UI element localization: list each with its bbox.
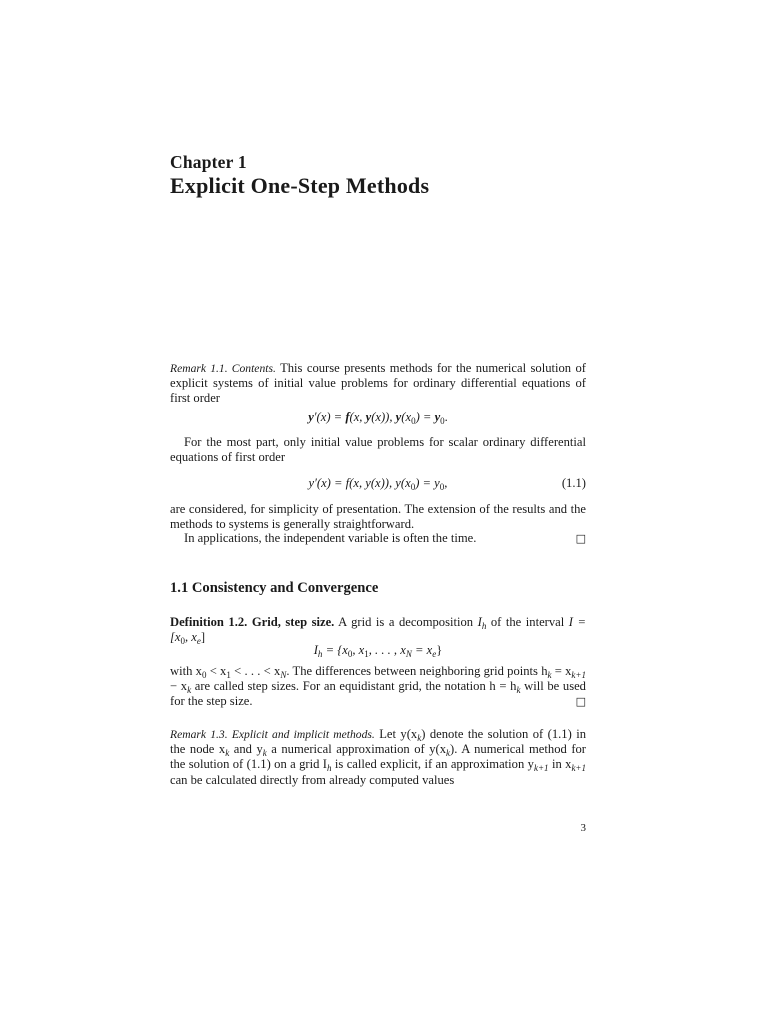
- remark-explicit-implicit: Remark 1.3. Explicit and implicit methods. Let $y(x_k)$ denote the solution of (1.1) in the node $x_k$ and $y_k$ a numerical approximation of $y(x_k)$. A numerical method for the solution of (1.1) on a grid $I_h$ is called explicit, if an approximation $y_{k+1}$ in $x_{k+1}$ can be calculated directly from already computed values: [170, 727, 587, 787]
- chapter-label: Chapter 1: [170, 152, 247, 172]
- grid-equation: $I_h = \{x_0$, $x_1$, . . . , $x_N = x_e$}: [313, 643, 443, 659]
- system-equation: y′(x) = f(x, y(x)), $y(x_0) = y_0$.: [308, 410, 448, 426]
- equation-1-1: y′(x) = f(x, y(x)), $y(x_0) = y_0$, (1.1): [308, 476, 586, 492]
- page-number: 3: [580, 822, 586, 834]
- definition-grid: Definition 1.2. Grid, step size. A grid is a decomposition $I_h$ of the interval $I = [x_0$, $x_e$]: [170, 615, 587, 647]
- paragraph-grid: with $x_0 < x_1$ < . . . < $x_N$. The differences between neighboring grid points $h_k = x_{k+1} - x_k$ are called step sizes. For an equidistant grid, the notation $h = h_k$ will be used for the step size. □: [170, 664, 586, 709]
- qed-symbol: □: [575, 695, 586, 709]
- section-title: 1.1 Consistency and Convergence: [170, 580, 379, 596]
- chapter-title: Explicit One-Step Methods: [170, 173, 430, 198]
- qed-symbol: □: [575, 532, 586, 545]
- paragraph-considered: are considered, for simplicity of presentation. The extension of the results and the methods to systems is generally straightforward.: [170, 502, 586, 532]
- remark-contents: [170, 361, 586, 407]
- definition-heading: Definition 1.2. Grid, step size.: [170, 615, 335, 629]
- remark-heading: Remark 1.3. Explicit and implicit methods.: [170, 728, 375, 741]
- paragraph-scalar: For the most part, only initial value problems for scalar ordinary differential equations of first order: [170, 435, 586, 465]
- remark-text: This course presents methods for the numerical solution of explicit systems of initial value problems for ordinary differential equations of first order: [170, 361, 586, 406]
- equation-number: (1.1): [561, 476, 586, 490]
- paragraph-applications: In applications, the independent variable is often the time. □: [184, 531, 586, 545]
- remark-heading: Remark 1.1. Contents.: [170, 362, 276, 375]
